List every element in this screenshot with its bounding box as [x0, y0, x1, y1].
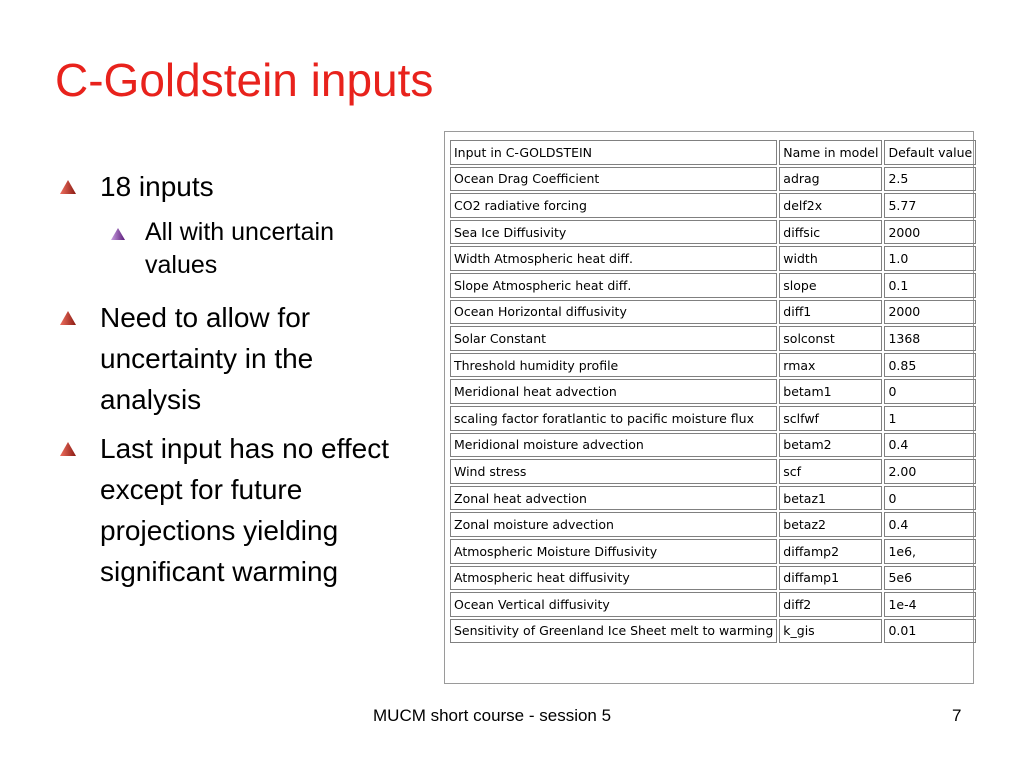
default-value-cell: 2.00 — [884, 459, 976, 484]
table-row — [450, 512, 976, 537]
red-triangle-bullet-icon — [60, 180, 76, 194]
default-value-cell: 0.01 — [884, 619, 976, 644]
bullet-item — [100, 297, 400, 420]
default-value-cell: 2000 — [884, 300, 976, 325]
model-name-cell: diffsic — [779, 220, 882, 245]
input-cell: Sensitivity of Greenland Ice Sheet melt to warming — [450, 619, 777, 644]
table-row — [450, 353, 976, 378]
default-value-cell: 1 — [884, 406, 976, 431]
default-value-cell: 0.85 — [884, 353, 976, 378]
table-row — [450, 300, 976, 325]
table-row — [450, 406, 976, 431]
page-number: 7 — [952, 706, 962, 725]
table-row — [450, 566, 976, 591]
sub-bullet-text: All with uncertain values — [145, 218, 334, 279]
bullet-item — [100, 428, 400, 592]
input-cell: Slope Atmospheric heat diff. — [450, 273, 777, 298]
bullet-list — [0, 0, 400, 768]
default-value-cell: 0.4 — [884, 512, 976, 537]
table-row — [450, 619, 976, 644]
model-name-cell: diff1 — [779, 300, 882, 325]
input-cell: Width Atmospheric heat diff. — [450, 246, 777, 271]
model-name-cell: betam1 — [779, 379, 882, 404]
default-value-cell: 0 — [884, 486, 976, 511]
header-cell-name: Name in model — [779, 140, 882, 165]
model-name-cell: delf2x — [779, 193, 882, 218]
default-value-cell: 1e6, — [884, 539, 976, 564]
table-row — [450, 273, 976, 298]
table-header-row — [450, 140, 976, 165]
input-cell: CO2 radiative forcing — [450, 193, 777, 218]
model-name-cell: k_gis — [779, 619, 882, 644]
red-triangle-bullet-icon — [60, 311, 76, 325]
input-cell: Meridional heat advection — [450, 379, 777, 404]
input-cell: Threshold humidity profile — [450, 353, 777, 378]
default-value-cell: 0.1 — [884, 273, 976, 298]
model-name-cell: solconst — [779, 326, 882, 351]
table-row — [450, 326, 976, 351]
red-triangle-bullet-icon — [60, 442, 76, 456]
inputs-table-body — [450, 140, 976, 643]
bullet-text: Need to allow for uncertainty in the analysis — [100, 302, 314, 415]
inputs-table — [448, 138, 978, 645]
input-cell: Ocean Horizontal diffusivity — [450, 300, 777, 325]
default-value-cell: 2000 — [884, 220, 976, 245]
bullet-item — [100, 166, 400, 207]
model-name-cell: betaz2 — [779, 512, 882, 537]
table-row — [450, 246, 976, 271]
bullet-text: Last input has no effect except for future projections yielding significant warming — [100, 433, 390, 587]
model-name-cell: betaz1 — [779, 486, 882, 511]
table-row — [450, 220, 976, 245]
inputs-table-frame — [444, 131, 974, 684]
slide-title: C-Goldstein inputs — [55, 54, 434, 106]
default-value-cell: 0.4 — [884, 433, 976, 458]
header-cell-input: Input in C-GOLDSTEIN — [450, 140, 777, 165]
default-value-cell: 5e6 — [884, 566, 976, 591]
model-name-cell: scf — [779, 459, 882, 484]
sub-bullet-item — [145, 216, 395, 282]
model-name-cell: diff2 — [779, 592, 882, 617]
model-name-cell: rmax — [779, 353, 882, 378]
default-value-cell: 1368 — [884, 326, 976, 351]
input-cell: Ocean Vertical diffusivity — [450, 592, 777, 617]
input-cell: Zonal moisture advection — [450, 512, 777, 537]
model-name-cell: diffamp1 — [779, 566, 882, 591]
default-value-cell: 0 — [884, 379, 976, 404]
header-cell-default: Default value — [884, 140, 976, 165]
input-cell: Ocean Drag Coefficient — [450, 167, 777, 192]
input-cell: Meridional moisture advection — [450, 433, 777, 458]
model-name-cell: adrag — [779, 167, 882, 192]
input-cell: Solar Constant — [450, 326, 777, 351]
default-value-cell: 2.5 — [884, 167, 976, 192]
table-row — [450, 539, 976, 564]
table-row — [450, 433, 976, 458]
default-value-cell: 5.77 — [884, 193, 976, 218]
model-name-cell: width — [779, 246, 882, 271]
input-cell: Wind stress — [450, 459, 777, 484]
default-value-cell: 1e-4 — [884, 592, 976, 617]
table-row — [450, 379, 976, 404]
input-cell: Atmospheric heat diffusivity — [450, 566, 777, 591]
table-row — [450, 193, 976, 218]
table-row — [450, 592, 976, 617]
table-row — [450, 167, 976, 192]
model-name-cell: sclfwf — [779, 406, 882, 431]
input-cell: scaling factor foratlantic to pacific moisture flux — [450, 406, 777, 431]
model-name-cell: betam2 — [779, 433, 882, 458]
input-cell: Atmospheric Moisture Diffusivity — [450, 539, 777, 564]
default-value-cell: 1.0 — [884, 246, 976, 271]
input-cell: Sea Ice Diffusivity — [450, 220, 777, 245]
table-row — [450, 486, 976, 511]
purple-triangle-bullet-icon — [111, 228, 125, 240]
model-name-cell: diffamp2 — [779, 539, 882, 564]
bullet-text: 18 inputs — [100, 171, 214, 202]
model-name-cell: slope — [779, 273, 882, 298]
footer-course-text: MUCM short course - session 5 — [373, 706, 612, 725]
input-cell: Zonal heat advection — [450, 486, 777, 511]
table-row — [450, 459, 976, 484]
